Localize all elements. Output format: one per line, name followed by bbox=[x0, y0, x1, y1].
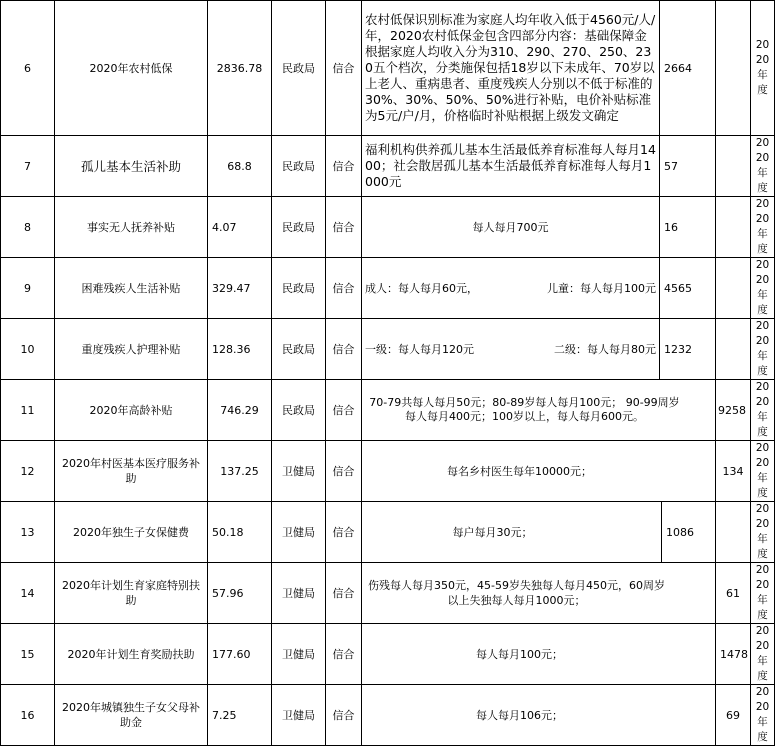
item-name: 事实无人抚养补贴 bbox=[55, 197, 208, 258]
table-row bbox=[1, 380, 775, 441]
department: 卫健局 bbox=[272, 624, 326, 685]
year: 2020年度 bbox=[751, 441, 775, 502]
row-number: 7 bbox=[1, 136, 55, 197]
year: 2020年度 bbox=[751, 136, 775, 197]
beneficiary-count: 1086 bbox=[662, 502, 716, 563]
payment-channel: 信合 bbox=[326, 136, 362, 197]
payment-channel: 信合 bbox=[326, 441, 362, 502]
amount: 7.25 bbox=[208, 685, 272, 746]
beneficiary-count: 134 bbox=[716, 441, 751, 502]
child-standard: 儿童：每人每月100元 bbox=[547, 281, 656, 295]
table-row bbox=[1, 441, 775, 502]
amount: 4.07 bbox=[208, 197, 272, 258]
standard-description: 每户每月30元； bbox=[362, 502, 662, 563]
beneficiary-count: 1232 bbox=[660, 319, 716, 380]
year: 2020年度 bbox=[751, 502, 775, 563]
year: 2020年度 bbox=[751, 380, 775, 441]
payment-channel: 信合 bbox=[326, 380, 362, 441]
item-name: 困难残疾人生活补贴 bbox=[55, 258, 208, 319]
level-one-standard: 一级：每人每月120元 bbox=[365, 342, 474, 356]
year: 2020年度 bbox=[751, 624, 775, 685]
standard-description: 每名乡村医生每年10000元； bbox=[362, 441, 716, 502]
department: 民政局 bbox=[272, 319, 326, 380]
empty-cell bbox=[716, 502, 751, 563]
standard-description: 每人每月100元； bbox=[362, 624, 716, 685]
row-number: 10 bbox=[1, 319, 55, 380]
amount: 177.60 bbox=[208, 624, 272, 685]
department: 民政局 bbox=[272, 1, 326, 136]
item-name: 2020年计划生育奖励扶助 bbox=[55, 624, 208, 685]
department: 民政局 bbox=[272, 136, 326, 197]
year: 2020年度 bbox=[751, 685, 775, 746]
payment-channel: 信合 bbox=[326, 563, 362, 624]
amount: 746.29 bbox=[208, 380, 272, 441]
year: 2020年度 bbox=[751, 1, 775, 136]
table-row bbox=[1, 136, 775, 197]
amount: 57.96 bbox=[208, 563, 272, 624]
item-name: 2020年城镇独生子女父母补助金 bbox=[55, 685, 208, 746]
amount: 50.18 bbox=[208, 502, 272, 563]
year: 2020年度 bbox=[751, 563, 775, 624]
year: 2020年度 bbox=[751, 319, 775, 380]
table-row bbox=[1, 563, 775, 624]
department: 卫健局 bbox=[272, 685, 326, 746]
standard-description bbox=[362, 258, 660, 319]
extra-count bbox=[716, 1, 751, 136]
item-name: 重度残疾人护理补贴 bbox=[55, 319, 208, 380]
standard-description: 每人每月106元； bbox=[362, 685, 716, 746]
item-name: 2020年高龄补贴 bbox=[55, 380, 208, 441]
beneficiary-count: 69 bbox=[716, 685, 751, 746]
extra-count bbox=[716, 136, 751, 197]
year: 2020年度 bbox=[751, 197, 775, 258]
standard-description: 每人每月700元 bbox=[362, 197, 660, 258]
row-number: 11 bbox=[1, 380, 55, 441]
department: 卫健局 bbox=[272, 441, 326, 502]
standard-description bbox=[362, 319, 660, 380]
table-row bbox=[1, 685, 775, 746]
payment-channel: 信合 bbox=[326, 258, 362, 319]
amount: 2836.78 bbox=[208, 1, 272, 136]
table-row bbox=[1, 319, 775, 380]
standard-description: 农村低保识别标准为家庭人均年收入低于4560元/人/年，2020农村低保金包含四部分内容：基础保障金根据家庭人均收入分为310、290、270、250、230五个档次，分类施保包括18岁以下未成年、70岁以上老人、重病患者、重度残疾人分别以不低于标准的30%、30%、50%、50%进行补贴，电价补贴标准为5元/户/月，价格临时补贴根据上级发文确定 bbox=[362, 1, 660, 136]
row-number: 13 bbox=[1, 502, 55, 563]
department: 卫健局 bbox=[272, 502, 326, 563]
amount: 68.8 bbox=[208, 136, 272, 197]
item-name: 孤儿基本生活补助 bbox=[55, 136, 208, 197]
row-number: 12 bbox=[1, 441, 55, 502]
row-number: 15 bbox=[1, 624, 55, 685]
year: 2020年度 bbox=[751, 258, 775, 319]
payment-channel: 信合 bbox=[326, 319, 362, 380]
department: 民政局 bbox=[272, 380, 326, 441]
extra-count bbox=[716, 258, 751, 319]
payment-channel: 信合 bbox=[326, 502, 362, 563]
standard-description: 福利机构供养孤儿基本生活最低养育标准每人每月1400；社会散居孤儿基本生活最低养育标准每人每月1000元 bbox=[362, 136, 660, 197]
beneficiary-count: 2664 bbox=[660, 1, 716, 136]
payment-channel: 信合 bbox=[326, 624, 362, 685]
amount: 329.47 bbox=[208, 258, 272, 319]
beneficiary-count: 61 bbox=[716, 563, 751, 624]
extra-count bbox=[716, 319, 751, 380]
standard-description: 70-79共每人每月50元；80-89岁每人每月100元； 90-99周岁每人每月400元；100岁以上，每人每月600元。 bbox=[362, 380, 716, 441]
amount: 137.25 bbox=[208, 441, 272, 502]
row-number: 8 bbox=[1, 197, 55, 258]
table-row bbox=[1, 624, 775, 685]
table-row bbox=[1, 502, 775, 563]
row-number: 14 bbox=[1, 563, 55, 624]
beneficiary-count: 16 bbox=[660, 197, 716, 258]
item-name: 2020年独生子女保健费 bbox=[55, 502, 208, 563]
table-row bbox=[1, 1, 775, 136]
level-two-standard: 二级：每人每月80元 bbox=[554, 342, 656, 356]
adult-standard: 成人：每人每月60元， bbox=[365, 281, 478, 295]
item-name: 2020年村医基本医疗服务补助 bbox=[55, 441, 208, 502]
row-number: 16 bbox=[1, 685, 55, 746]
payment-channel: 信合 bbox=[326, 197, 362, 258]
payment-channel: 信合 bbox=[326, 1, 362, 136]
standard-description: 伤残每人每月350元，45-59岁失独每人每月450元，60周岁以上失独每人每月1000元； bbox=[362, 563, 716, 624]
beneficiary-count: 1478 bbox=[716, 624, 751, 685]
table-row bbox=[1, 258, 775, 319]
item-name: 2020年计划生育家庭特别扶助 bbox=[55, 563, 208, 624]
department: 民政局 bbox=[272, 258, 326, 319]
item-name: 2020年农村低保 bbox=[55, 1, 208, 136]
table-row bbox=[1, 197, 775, 258]
payment-channel: 信合 bbox=[326, 685, 362, 746]
row-number: 6 bbox=[1, 1, 55, 136]
department: 卫健局 bbox=[272, 563, 326, 624]
extra-count bbox=[716, 197, 751, 258]
amount: 128.36 bbox=[208, 319, 272, 380]
row-number: 9 bbox=[1, 258, 55, 319]
beneficiary-count: 57 bbox=[660, 136, 716, 197]
department: 民政局 bbox=[272, 197, 326, 258]
beneficiary-count: 9258 bbox=[716, 380, 751, 441]
beneficiary-count: 4565 bbox=[660, 258, 716, 319]
